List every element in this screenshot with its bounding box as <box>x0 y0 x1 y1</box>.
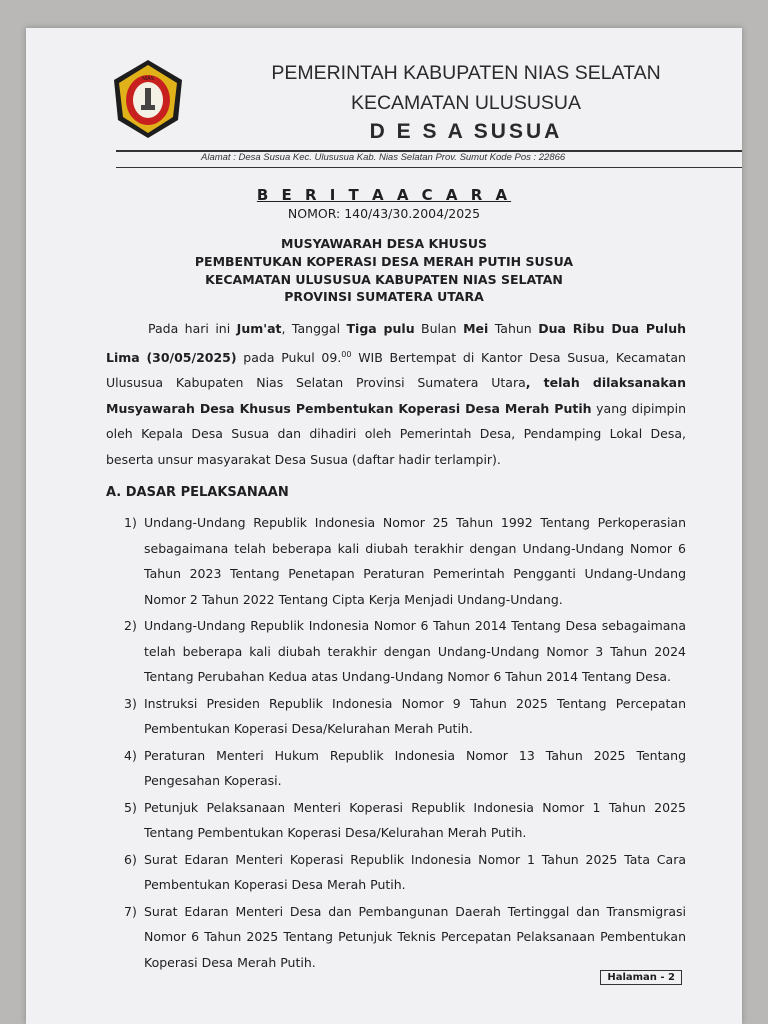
list-item: 1) Undang-Undang Republik Indonesia Nomor 25 Tahun 1992 Tentang Perkoperasian sebagaimana telah beberapa kali diubah terakhir dengan Undang-Undang Nomor 6 Tahun 2023 Tentang Penetapan Peraturan Pemerintah Pengganti Undang-Undang Nomor 2 Tahun 2022 Tentang Cipta Kerja Menjadi Undang-Undang. <box>124 515 686 607</box>
legal-basis-list <box>124 510 686 976</box>
document-number: NOMOR: 140/43/30.2004/2025 <box>287 206 481 221</box>
opening-paragraph: Pada hari ini Jum'at, Tanggal Tiga pulu Bulan Mei Tahun Dua Ribu Dua Puluh Lima (30/05/2025) pada Pukul 09.00 WIB Bertempat di Kantor Desa Susua, Kecamatan Ulususua Kabupaten Nias Selatan Provinsi Sumatera Utara, telah dilaksanakan Musyawarah Desa Khusus Pembentukan Koperasi Desa Merah Putih yang dipimpin oleh Kepala Desa Susua dan dihadiri oleh Pemerintah Desa, Pendamping Lokal Desa, beserta unsur masyarakat Desa Susua (daftar hadir terlampir). <box>106 321 687 467</box>
subtitle-line: PEMBENTUKAN KOPERASI DESA MERAH PUTIH SUSUA <box>194 254 574 269</box>
list-item: 6) Surat Edaran Menteri Koperasi Republik Indonesia Nomor 1 Tahun 2025 Tata Cara Pembentukan Koperasi Desa Merah Putih. <box>124 851 686 892</box>
list-item: 3) Instruksi Presiden Republik Indonesia Nomor 9 Tahun 2025 Tentang Percepatan Pembentukan Koperasi Desa/Kelurahan Merah Putih. <box>124 695 686 736</box>
letterhead-address: Alamat : Desa Susua Kec. Ulususua Kab. Nias Selatan Prov. Sumut Kode Pos : 22866 <box>201 152 566 163</box>
subtitle-line: PROVINSI SUMATERA UTARA <box>284 289 484 304</box>
letterhead-district: KECAMATAN ULUSUSUA <box>350 92 582 114</box>
list-item: 5) Petunjuk Pelaksanaan Menteri Koperasi Republik Indonesia Nomor 1 Tahun 2025 Tentang Pembentukan Koperasi Desa/Kelurahan Merah Putih. <box>124 799 686 840</box>
svg-text:NIAS: NIAS <box>142 76 154 82</box>
subtitle-line: KECAMATAN ULUSUSUA KABUPATEN NIAS SELATAN <box>205 272 563 287</box>
letterhead-rule-thin <box>116 167 742 168</box>
subtitle-line: MUSYAWARAH DESA KHUSUS <box>281 236 487 251</box>
list-item: 7) Surat Edaran Menteri Desa dan Pembangunan Daerah Tertinggal dan Transmigrasi Nomor 6 Tahun 2025 Tentang Petunjuk Teknis Percepatan Pelaksanaan Pembentukan Koperasi Desa Merah Putih. <box>124 903 686 970</box>
list-item: 2) Undang-Undang Republik Indonesia Nomor 6 Tahun 2014 Tentang Desa sebagaimana telah beberapa kali diubah terakhir dengan Undang-Undang Nomor 3 Tahun 2024 Tentang Perubahan Kedua atas Undang-Undang Nomor 6 Tahun 2014 Tentang Desa. <box>124 618 686 684</box>
document-page <box>26 28 742 1024</box>
list-item: 4) Peraturan Menteri Hukum Republik Indonesia Nomor 13 Tahun 2025 Tentang Pengesahan Koperasi. <box>124 747 686 788</box>
letterhead-government: PEMERINTAH KABUPATEN NIAS SELATAN <box>271 62 661 84</box>
page-number-badge: Halaman - 2 <box>600 970 682 985</box>
letterhead-village: D E S A SUSUA <box>369 120 563 143</box>
section-heading-dasar: A. DASAR PELAKSANAAN <box>106 485 289 500</box>
document-title: B E R I T A A C A R A <box>256 186 512 204</box>
